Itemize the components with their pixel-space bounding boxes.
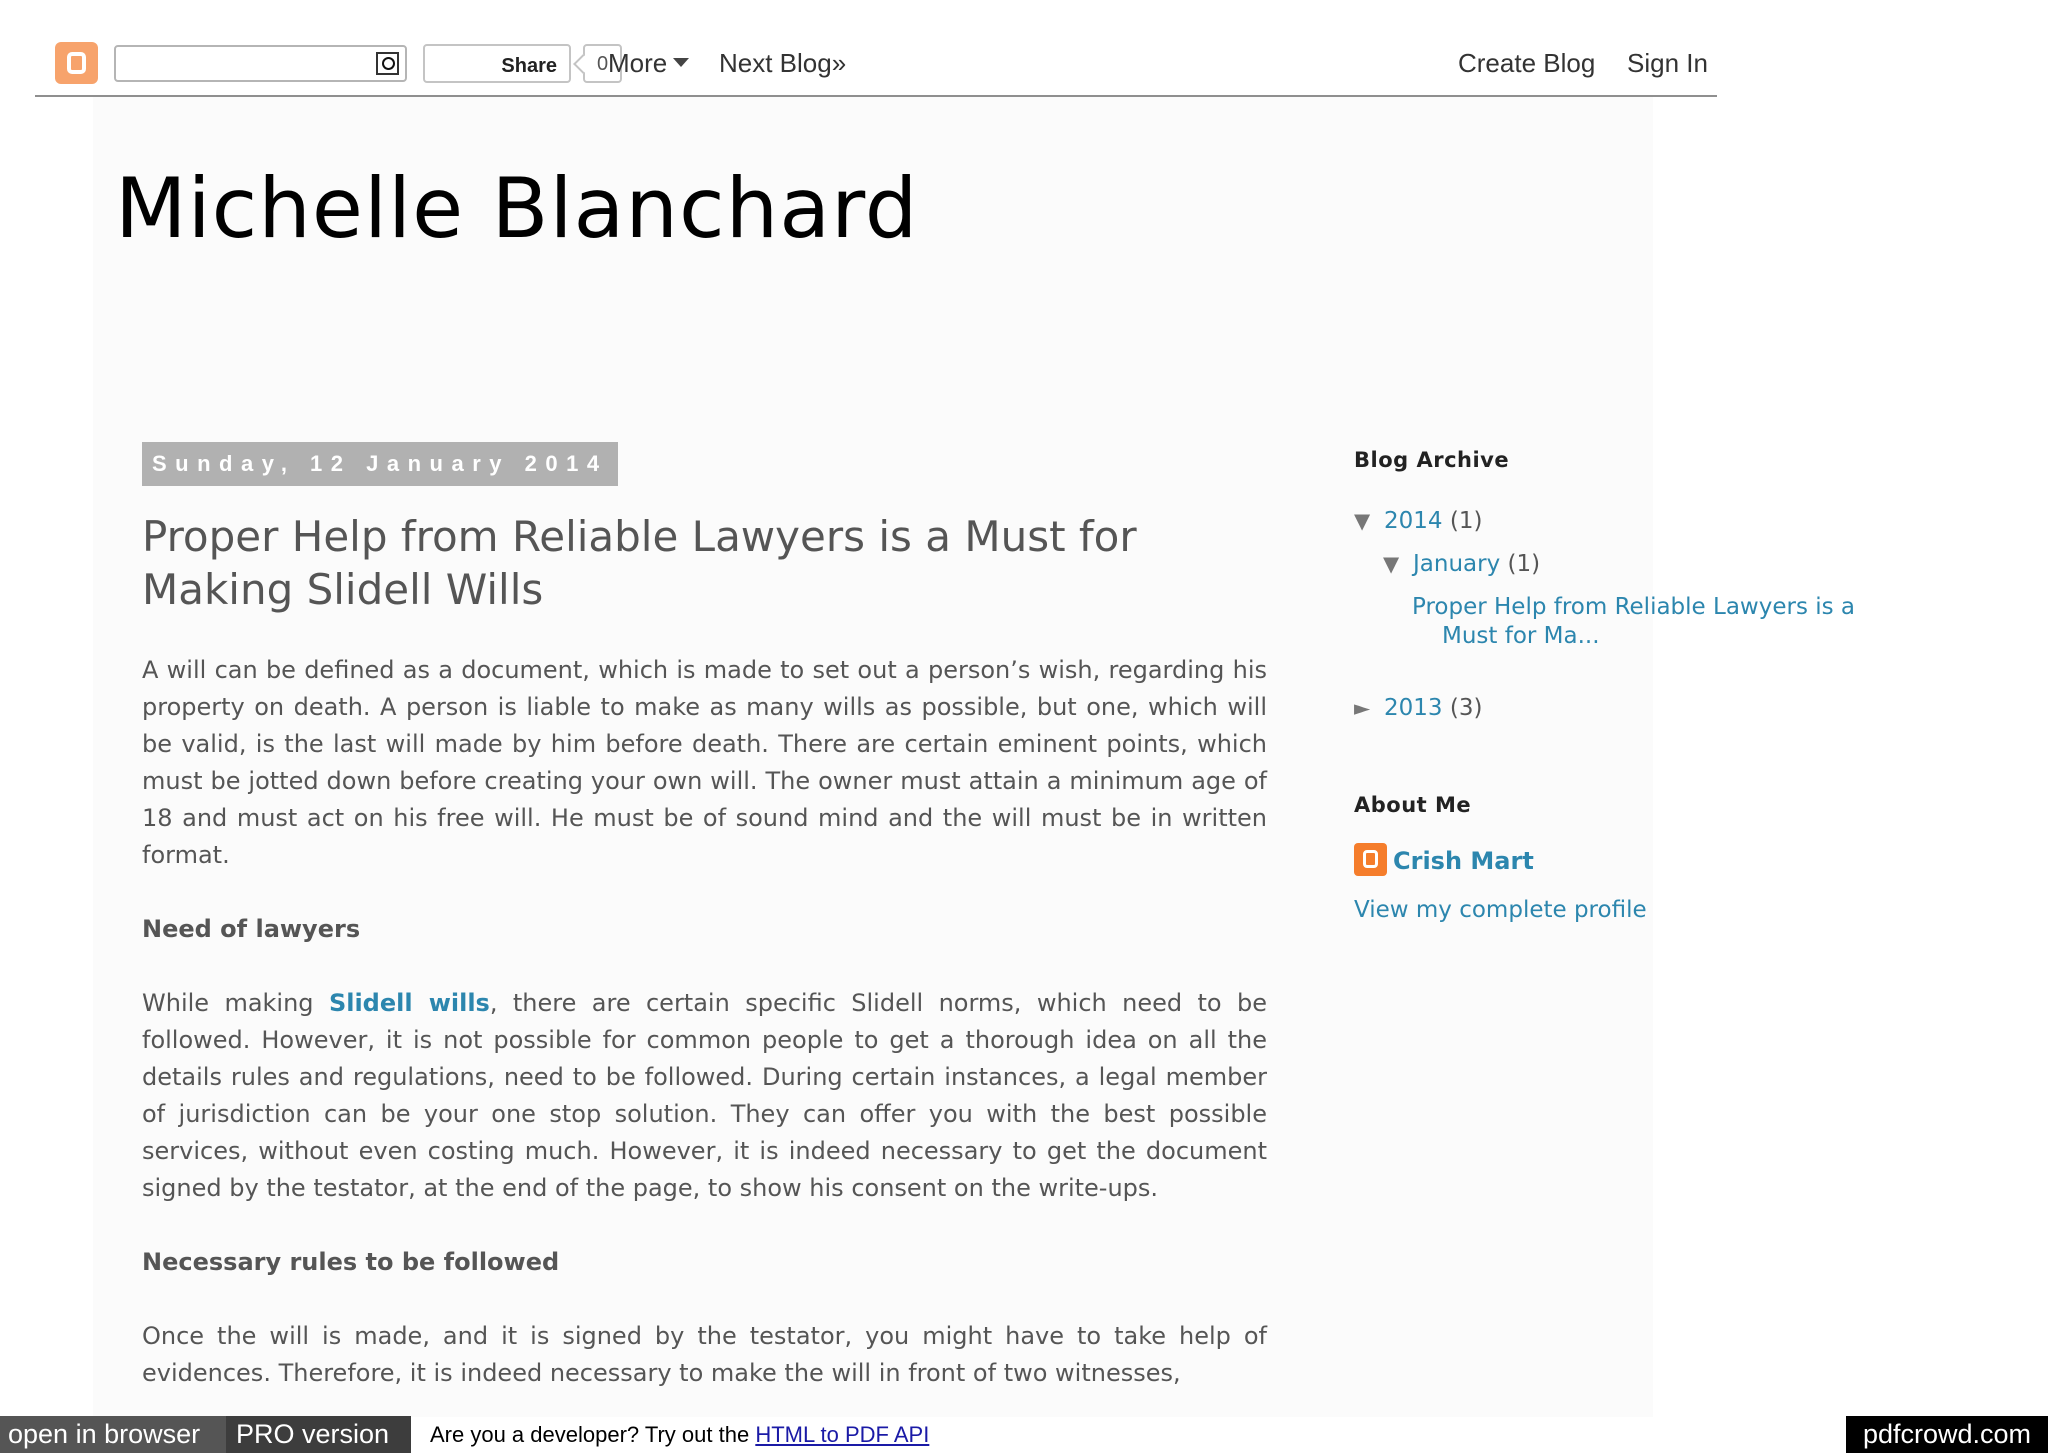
archive-year-link[interactable]: 2013: [1384, 695, 1443, 721]
search-icon[interactable]: [376, 52, 399, 75]
archive-month-link[interactable]: January: [1413, 551, 1501, 577]
profile-row: [1354, 843, 1534, 876]
pdfcrowd-brand[interactable]: pdfcrowd.com: [1846, 1416, 2048, 1453]
open-in-browser-button[interactable]: open in browser: [0, 1416, 226, 1453]
share-button[interactable]: [423, 44, 571, 83]
post-body: [142, 652, 1267, 1429]
pro-version-button[interactable]: PRO version: [226, 1416, 411, 1453]
post-subheading: Need of lawyers: [142, 915, 361, 943]
archive-count: (1): [1507, 551, 1541, 577]
sign-in-link[interactable]: Sign In: [1627, 48, 1708, 78]
post-text: While making: [142, 989, 329, 1017]
archive-year-2014: [1354, 508, 1482, 534]
archive-year-2013: [1354, 695, 1482, 721]
archive-count: (3): [1449, 695, 1483, 721]
blogger-navbar: [35, 28, 1717, 97]
view-profile-link[interactable]: View my complete profile: [1354, 897, 1647, 923]
archive-month-january: [1383, 551, 1540, 577]
post-paragraph: A will can be defined as a document, which is made to set out a person’s wish, regarding his property on death. A person is liable to make as many wills as possible, but one, which will be valid, is the last will made by him before death. There are certain eminent points, which must be jotted down before creating your own will. The owner must attain a minimum age of 18 and must act on his free will. He must be of sound mind and the will must be in written format.: [142, 656, 1267, 869]
post-text: , there are certain specific Slidell norms, which need to be followed. However, it is not possible for common people to get a thorough idea on all the details rules and regulations, need to be followed. During certain instances, a legal member of jurisdiction can be your one stop solution. They can offer you with the best possible services, without even costing much. However, it is indeed necessary to get the document signed by the testator, at the end of the page, to show his consent on the write-ups.: [142, 989, 1268, 1202]
expand-toggle-icon[interactable]: ▼: [1354, 509, 1371, 533]
blog-archive-widget: [1354, 448, 1874, 721]
expand-toggle-icon[interactable]: ▼: [1383, 552, 1400, 576]
developer-promo: [430, 1422, 929, 1448]
html-to-pdf-api-link[interactable]: HTML to PDF API: [755, 1422, 930, 1447]
share-button-label: Share: [501, 55, 557, 77]
post-subheading: Necessary rules to be followed: [142, 1248, 560, 1276]
blogger-profile-icon: [1354, 843, 1387, 876]
post-paragraph: Once the will is made, and it is signed by the testator, you might have to take help of evidences. Therefore, it is indeed necessary to make the will in front of two witnesses,: [142, 1322, 1267, 1387]
post-paragraph: [142, 985, 1267, 1207]
archive-post-link[interactable]: Proper Help from Reliable Lawyers is a Must for Ma...: [1412, 594, 1856, 649]
post-date-header: Sunday, 12 January 2014: [142, 442, 618, 486]
more-menu-label: More: [608, 48, 668, 78]
chevron-down-icon: [673, 58, 689, 67]
more-menu[interactable]: [608, 48, 689, 79]
blogger-logo-icon[interactable]: [55, 42, 98, 84]
post-title[interactable]: Proper Help from Reliable Lawyers is a Must for Making Slidell Wills: [142, 512, 1137, 614]
archive-year-link[interactable]: 2014: [1384, 508, 1443, 534]
archive-title: Blog Archive: [1354, 448, 1510, 472]
developer-promo-text: Are you a developer? Try out the: [430, 1422, 756, 1447]
profile-name-link[interactable]: Crish Mart: [1393, 847, 1534, 875]
next-blog-link[interactable]: Next Blog»: [719, 48, 847, 78]
slidell-wills-link[interactable]: Slidell wills: [328, 989, 490, 1017]
blog-title[interactable]: Michelle Blanchard: [115, 160, 919, 257]
collapse-toggle-icon[interactable]: ►: [1354, 696, 1371, 720]
search-input[interactable]: [114, 45, 407, 82]
share-count: 0: [583, 44, 622, 83]
archive-count: (1): [1449, 508, 1483, 534]
create-blog-link[interactable]: Create Blog: [1458, 48, 1596, 78]
about-me-widget: [1354, 793, 1874, 923]
about-title: About Me: [1354, 793, 1472, 817]
